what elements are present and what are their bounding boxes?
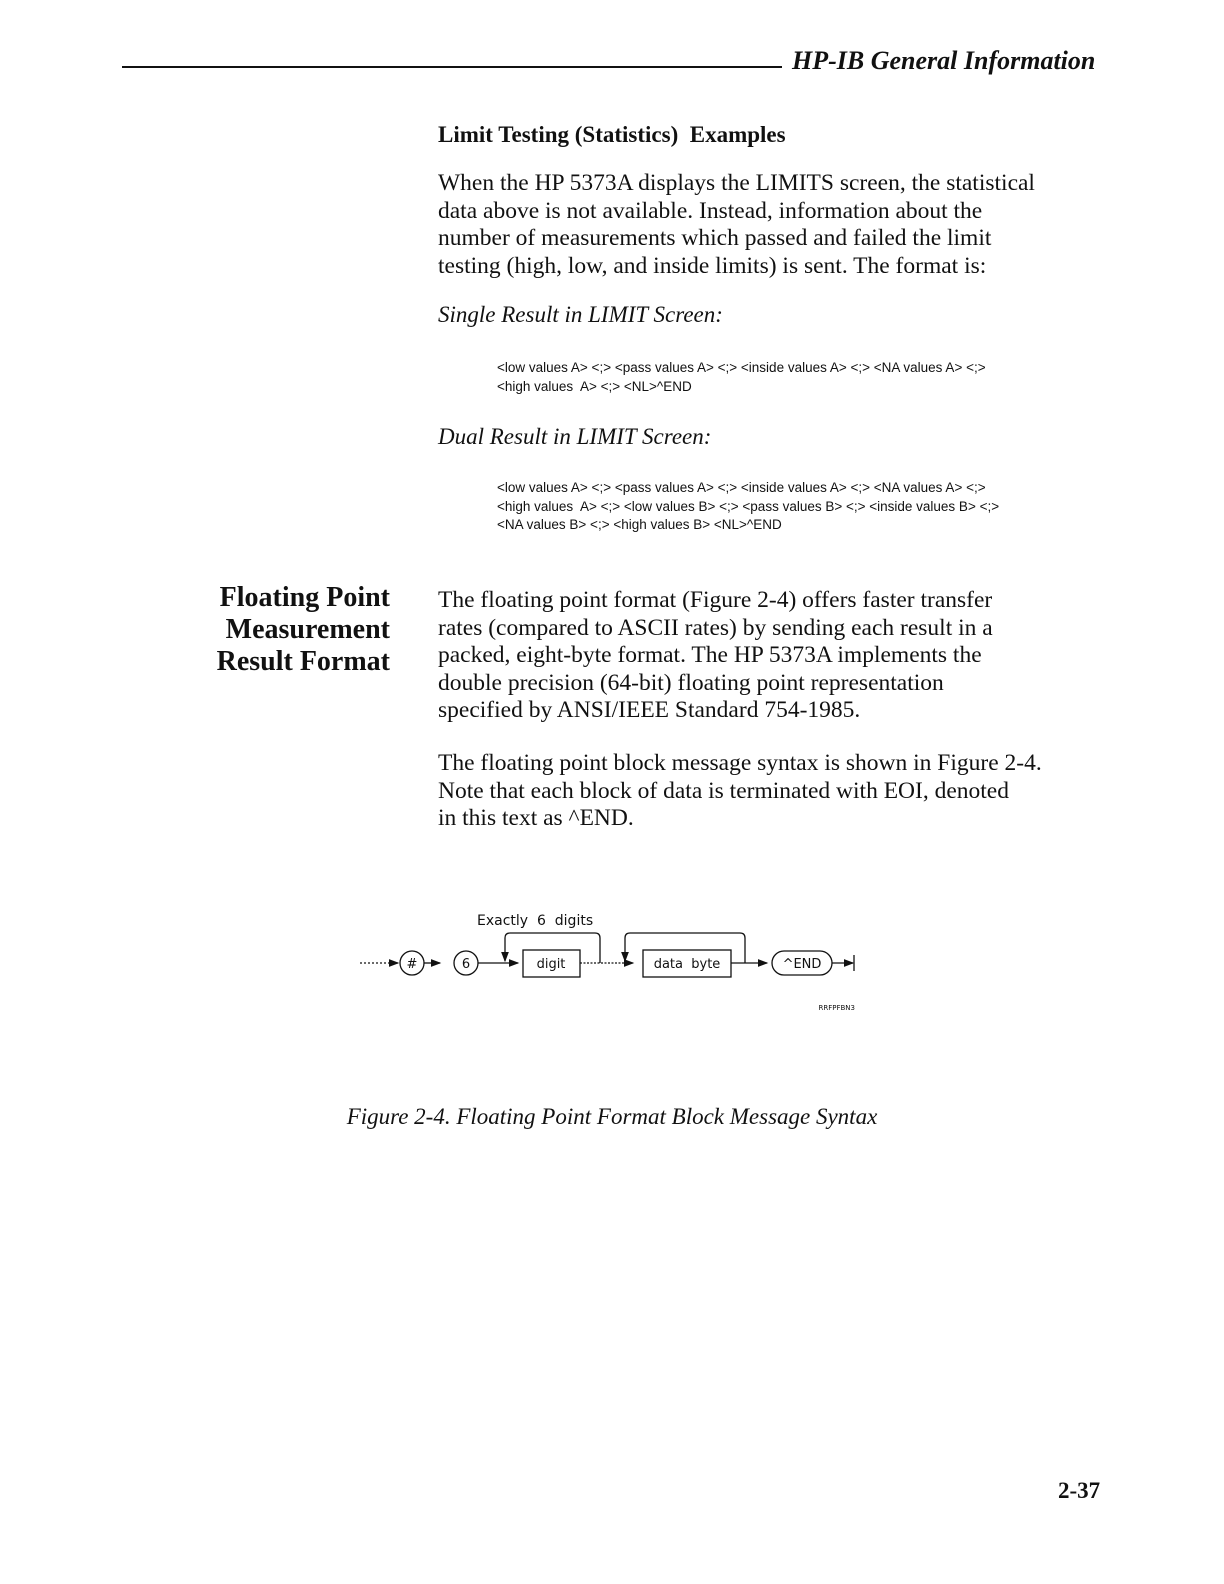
limit-heading: [438, 122, 1108, 148]
six-node: 6: [461, 957, 471, 972]
end-node: ^END: [782, 957, 822, 972]
limit-paragraph: [438, 170, 1108, 280]
text-line: rates (compared to ASCII rates) by sending each result in a: [438, 614, 993, 641]
text-line: When the HP 5373A displays the LIMITS screen, the statistical: [438, 170, 1035, 196]
code-line: <low values A> <;> <pass values A> <;> <inside values A> <;> <NA values A> <;>: [497, 360, 986, 375]
loop-label: Exactly 6 digits: [477, 913, 594, 929]
digit-node: digit: [536, 957, 566, 972]
float-paragraph-2: [438, 750, 1108, 833]
page-number: 2-37: [1058, 1478, 1101, 1503]
text-line: packed, eight-byte format. The HP 5373A implements the: [438, 642, 982, 668]
figure-caption: Figure 2-4. Floating Point Format Block Message Syntax: [346, 1104, 878, 1129]
side-heading-line: Floating Point: [219, 582, 390, 613]
code-line: <high values A> <;> <NL>^END: [497, 378, 692, 394]
float-paragraph-1: [438, 587, 1108, 725]
code-line: <low values A> <;> <pass values A> <;> <inside values A> <;> <NA values A> <;>: [497, 480, 986, 495]
heading-text: Limit Testing (Statistics) Examples: [438, 122, 786, 147]
text-line: The floating point block message syntax is shown in Figure 2-4.: [438, 750, 1042, 776]
single-result-code: [497, 359, 1117, 396]
text-line: testing (high, low, and inside limits) is sent. The format is:: [438, 252, 987, 279]
side-heading-line: Result Format: [216, 646, 390, 677]
dual-result-code: [497, 479, 1117, 535]
text-line: The floating point format (Figure 2-4) offers faster transfer: [438, 587, 993, 613]
text-line: Note that each block of data is terminated with EOI, denoted: [438, 777, 1009, 804]
code-line: <high values A> <;> <low values B> <;> <pass values B> <;> <inside values B> <;>: [497, 498, 1000, 514]
text-line: number of measurements which passed and failed the limit: [438, 225, 992, 251]
side-heading-line: Measurement: [225, 614, 390, 645]
running-title: HP-IB General Information: [792, 46, 1096, 75]
dual-result-label: Dual Result in LIMIT Screen:: [438, 424, 712, 449]
figure-code: RRFPFBN3: [818, 1004, 855, 1012]
text-line: double precision (64-bit) floating point representation: [438, 669, 944, 696]
syntax-diagram: [340, 900, 880, 1020]
side-heading: [150, 582, 390, 678]
code-line: <NA values B> <;> <high values B> <NL>^END: [497, 517, 782, 532]
text-line: specified by ANSI/IEEE Standard 754-1985.: [438, 697, 861, 723]
hash-node: #: [406, 957, 418, 972]
text-line: in this text as ^END.: [438, 805, 634, 831]
data-byte-node: data byte: [653, 957, 721, 972]
single-result-label: Single Result in LIMIT Screen:: [438, 302, 723, 327]
header-rule: [122, 66, 782, 68]
text-line: data above is not available. Instead, information about the: [438, 197, 983, 224]
